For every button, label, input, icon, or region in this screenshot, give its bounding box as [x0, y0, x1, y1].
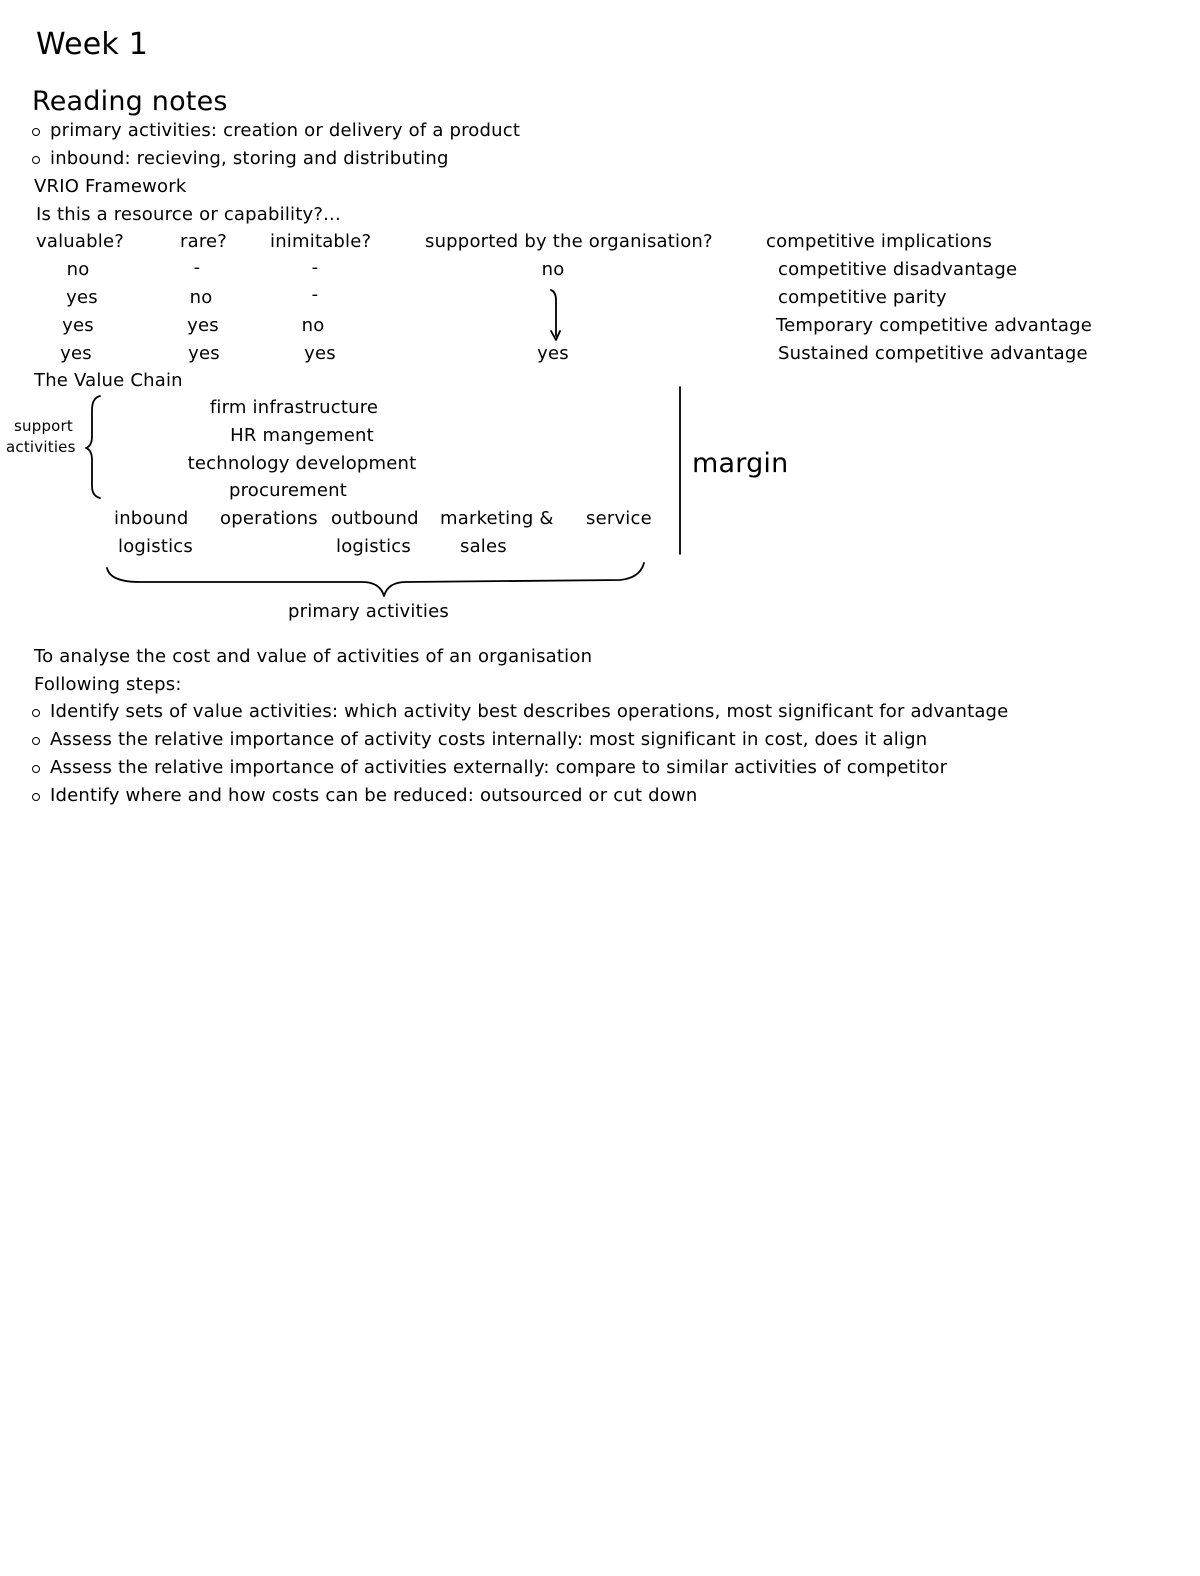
section-heading: Reading notes: [32, 86, 228, 117]
vrio-implication: competitive disadvantage: [778, 259, 1018, 280]
bullet-icon: [32, 737, 40, 745]
vrio-header-rare: rare?: [180, 231, 228, 252]
vrio-header-inimitable: inimitable?: [270, 231, 372, 252]
support-activity: HR mangement: [230, 425, 374, 446]
support-activity: technology development: [187, 453, 417, 474]
support-activities-label: support: [14, 417, 73, 435]
vrio-header-implications: competitive implications: [766, 231, 993, 252]
primary-brace: [107, 563, 644, 596]
vrio-cell: no: [189, 287, 213, 308]
primary-activity: outbound: [331, 508, 419, 529]
vrio-cell: -: [311, 257, 319, 278]
step-item: Identify sets of value activities: which activity best describes operations, most significant for advantage: [50, 701, 1009, 722]
bullet-icon: [32, 793, 40, 801]
vrio-cell: -: [311, 284, 319, 305]
page-title: Week 1: [36, 27, 149, 62]
vrio-cell: -: [193, 257, 201, 278]
step-item: Assess the relative importance of activity costs internally: most significant in cost, does it align: [50, 729, 928, 750]
vrio-cell: yes: [304, 343, 336, 364]
primary-activity: inbound: [114, 508, 189, 529]
down-arrow-icon: [551, 290, 556, 336]
primary-activity: marketing &: [440, 508, 554, 529]
margin-label: margin: [692, 448, 789, 479]
value-chain-title: The Value Chain: [34, 370, 183, 391]
step-item: Identify where and how costs can be reduced: outsourced or cut down: [50, 785, 698, 806]
primary-activity: logistics: [336, 536, 411, 557]
primary-activity: logistics: [118, 536, 193, 557]
vrio-cell: yes: [188, 343, 220, 364]
vrio-title: VRIO Framework: [34, 176, 187, 197]
bullet-icon: [32, 709, 40, 717]
vrio-header-valuable: valuable?: [36, 231, 124, 252]
vrio-header-supported: supported by the organisation?: [425, 231, 713, 252]
vrio-cell: yes: [537, 343, 569, 364]
vrio-implication: Sustained competitive advantage: [778, 343, 1088, 364]
primary-activities-label: primary activities: [288, 601, 449, 622]
analysis-intro: To analyse the cost and value of activities of an organisation: [34, 646, 593, 667]
primary-activity: sales: [460, 536, 507, 557]
steps-label: Following steps:: [34, 674, 182, 695]
vrio-cell: yes: [60, 343, 92, 364]
vrio-implication: competitive parity: [778, 287, 947, 308]
vrio-question: Is this a resource or capability?...: [36, 204, 341, 225]
vrio-cell: no: [541, 259, 565, 280]
vrio-cell: yes: [66, 287, 98, 308]
support-activities-label: activities: [6, 438, 76, 456]
support-activity: firm infrastructure: [209, 397, 379, 418]
vrio-cell: yes: [62, 315, 94, 336]
step-item: Assess the relative importance of activities externally: compare to similar activities of competitor: [50, 757, 948, 778]
primary-activity: service: [586, 508, 652, 529]
support-brace: [86, 396, 100, 498]
vrio-cell: no: [301, 315, 325, 336]
vrio-cell: no: [66, 259, 90, 280]
note-item: inbound: recieving, storing and distributing: [50, 148, 449, 169]
support-activity: procurement: [228, 480, 348, 501]
vrio-implication: Temporary competitive advantage: [776, 315, 1093, 336]
primary-activity: operations: [220, 508, 318, 529]
note-item: primary activities: creation or delivery of a product: [50, 120, 521, 141]
vrio-cell: yes: [187, 315, 219, 336]
bullet-icon: [32, 765, 40, 773]
